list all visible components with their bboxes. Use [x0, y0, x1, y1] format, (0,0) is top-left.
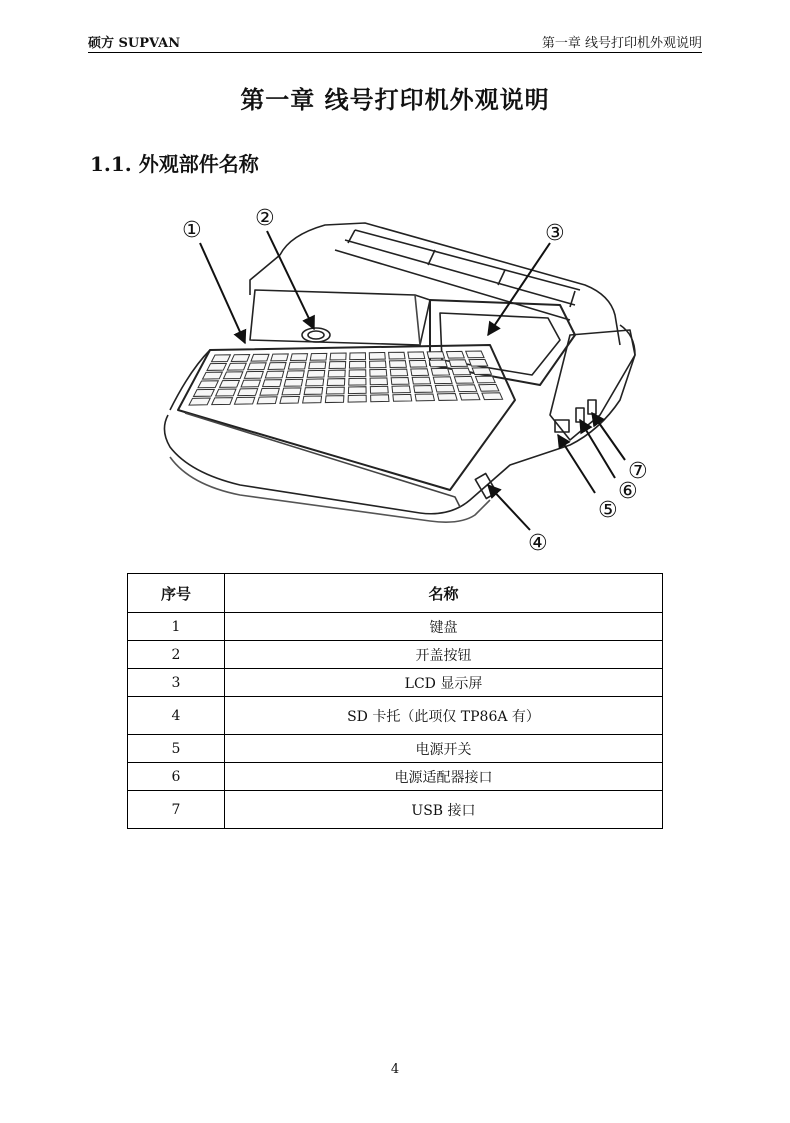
header-chapter: 第一章 线号打印机外观说明: [541, 36, 702, 51]
keyboard-key: [231, 354, 249, 361]
keyboard-key: [370, 361, 386, 368]
table-row: [128, 697, 663, 735]
row-name: USB 接口: [225, 791, 663, 829]
keyboard-key: [329, 362, 346, 369]
callout-2: ②: [255, 206, 275, 231]
keyboard-key: [460, 393, 480, 400]
keyboard-key: [328, 370, 345, 377]
keyboard-key: [248, 363, 266, 370]
keyboard-key: [290, 354, 307, 361]
callout-7: ⑦: [628, 459, 648, 484]
row-no: 3: [128, 669, 225, 697]
keyboard-key: [349, 361, 365, 368]
row-name: SD 卡托（此项仅 TP86A 有）: [225, 697, 663, 735]
row-name: 键盘: [225, 613, 663, 641]
keyboard-key: [371, 395, 389, 402]
keyboard-key: [482, 393, 503, 400]
keyboard-key: [370, 378, 387, 385]
keyboard-key: [446, 351, 464, 358]
keyboard-key: [263, 380, 282, 387]
keyboard-key: [257, 397, 277, 404]
keyboard-key: [393, 394, 412, 401]
row-no: 6: [128, 763, 225, 791]
keyboard-key: [280, 396, 299, 403]
keyboard-key: [415, 394, 434, 401]
header-brand: 硕方 SUPVAN: [88, 36, 181, 51]
row-no: 2: [128, 641, 225, 669]
keyboard-key: [286, 371, 304, 378]
keyboard-key: [457, 385, 477, 392]
page-header: [88, 30, 702, 53]
page-number: 4: [390, 1062, 400, 1077]
keyboard-key: [475, 376, 495, 383]
callout-3: ③: [545, 221, 565, 246]
keyboard-key: [412, 377, 430, 384]
keyboard-key: [472, 368, 491, 375]
table-header-row: [128, 574, 663, 613]
keyboard-key: [207, 363, 226, 370]
parts-table: [127, 573, 663, 829]
keyboard-key: [306, 379, 324, 386]
column-header-name: 名称: [225, 574, 663, 613]
keyboard-key: [268, 362, 286, 369]
callout-4: ④: [528, 531, 548, 556]
table-row: [128, 669, 663, 697]
row-no: 4: [128, 697, 225, 735]
keyboard-key: [391, 378, 409, 385]
callout-6: ⑥: [618, 479, 638, 504]
keyboard-key: [469, 359, 488, 366]
keyboard-key: [414, 386, 433, 393]
keyboard-key: [198, 381, 218, 388]
keyboard-key: [452, 368, 471, 375]
keyboard-key: [307, 370, 325, 377]
keyboard-key: [390, 369, 407, 376]
keyboard-key: [227, 363, 246, 370]
keyboard-key: [429, 360, 447, 367]
table-row: [128, 763, 663, 791]
keyboard-key: [211, 355, 230, 362]
keyboard-key: [348, 387, 366, 394]
keyboard-key: [216, 389, 236, 396]
keyboard-key: [349, 378, 366, 385]
row-name: 开盖按钮: [225, 641, 663, 669]
row-no: 7: [128, 791, 225, 829]
table-row: [128, 613, 663, 641]
keyboard-key: [288, 362, 306, 369]
keyboard-key: [348, 395, 366, 402]
callout-1: ①: [182, 218, 202, 243]
keyboard-key: [284, 379, 303, 386]
row-name: 电源适配器接口: [225, 763, 663, 791]
keyboard-key: [202, 372, 222, 379]
keyboard-key: [271, 354, 289, 361]
keyboard-key: [212, 398, 233, 405]
keyboard-key: [370, 369, 387, 376]
keyboard-key: [389, 361, 406, 368]
keyboard-key: [479, 384, 499, 391]
row-no: 1: [128, 613, 225, 641]
keyboard-key: [310, 353, 327, 360]
keyboard-key: [350, 353, 366, 360]
keyboard-key: [325, 396, 344, 403]
keyboard-key: [189, 398, 210, 405]
keyboard-key: [466, 351, 484, 358]
keyboard-key: [223, 372, 242, 379]
keyboard-key: [193, 389, 214, 396]
keyboard-key: [449, 360, 467, 367]
keyboard-key: [327, 379, 345, 386]
keyboard-key: [369, 352, 385, 359]
keyboard-key: [238, 389, 258, 396]
keyboard-key: [408, 352, 425, 359]
chapter-title: 第一章 线号打印机外观说明: [240, 85, 550, 114]
keyboard-key: [251, 354, 269, 361]
keyboard-key: [411, 369, 429, 376]
section-title: 1.1. 外观部件名称: [90, 152, 259, 176]
table-row: [128, 735, 663, 763]
keyboard-key: [392, 386, 410, 393]
keyboard-key: [234, 397, 254, 404]
keyboard-key: [370, 386, 388, 393]
keyboard-key: [265, 371, 283, 378]
keyboard-key: [433, 377, 452, 384]
keyboard-key: [389, 352, 405, 359]
keyboard-key: [303, 396, 322, 403]
keyboard-key: [309, 362, 326, 369]
keyboard-key: [260, 388, 279, 395]
keyboard-key: [304, 387, 323, 394]
keyboard-key: [349, 370, 366, 377]
row-no: 5: [128, 735, 225, 763]
keyboard-key: [330, 353, 346, 360]
keyboard-key: [427, 352, 444, 359]
row-name: 电源开关: [225, 735, 663, 763]
keyboard-key: [241, 380, 260, 387]
keyboard-key: [435, 385, 454, 392]
keyboard-key: [409, 360, 426, 367]
keyboard-key: [454, 376, 473, 383]
keyboard-key: [437, 394, 457, 401]
table-row: [128, 791, 663, 829]
keyboard-key: [282, 388, 301, 395]
row-name: LCD 显示屏: [225, 669, 663, 697]
keyboard-key: [431, 368, 449, 375]
table-row: [128, 641, 663, 669]
column-header-no: 序号: [128, 574, 225, 613]
keyboard-key: [244, 371, 263, 378]
keyboard-key: [326, 387, 344, 394]
printer-illustration: [130, 195, 660, 565]
callout-5: ⑤: [598, 498, 618, 523]
keyboard-key: [220, 380, 240, 387]
